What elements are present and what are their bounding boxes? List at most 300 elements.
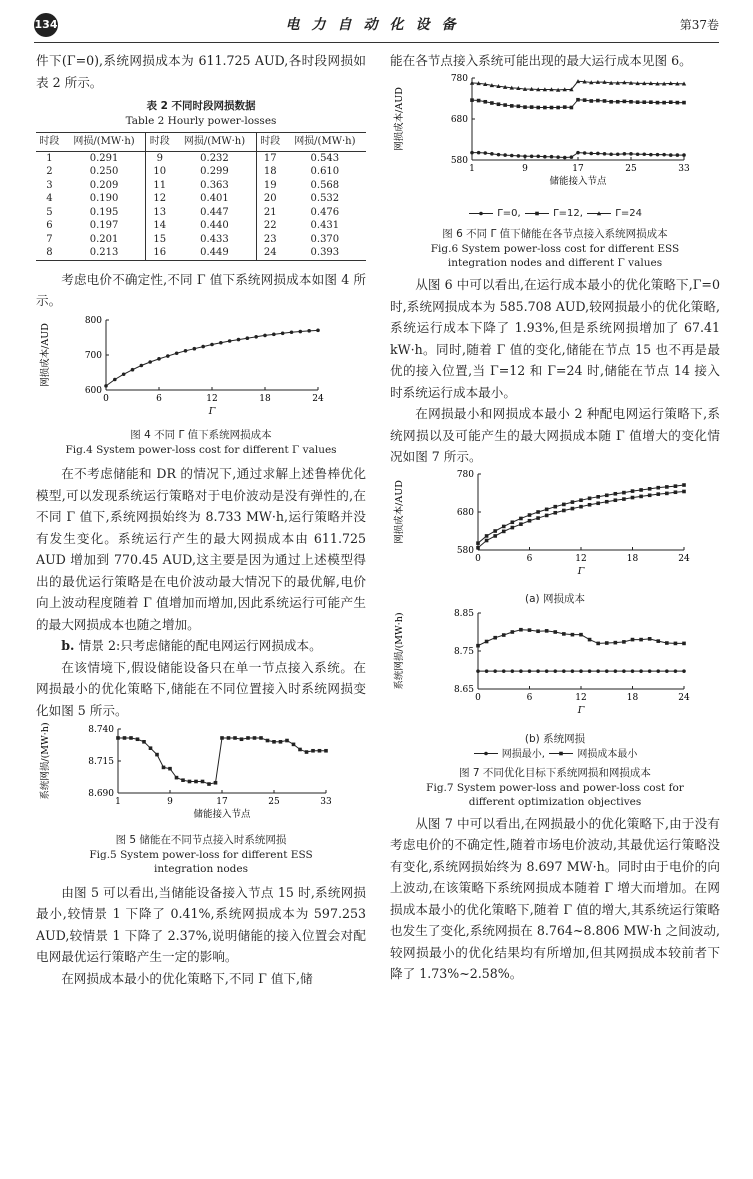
data-point [589,99,593,103]
x-tick-label: 24 [678,553,690,564]
data-point [502,529,506,533]
data-point [476,545,480,549]
x-tick-label: 18 [626,553,639,564]
data-point [483,151,487,155]
data-point [184,349,188,353]
table-cell: 22 [256,219,284,233]
volume-label: 第37卷 [679,18,719,32]
data-point [589,151,593,155]
data-point [662,100,666,104]
table-cell: 0.568 [310,179,340,191]
x-axis-label: Γ [577,565,585,577]
data-point [493,534,497,538]
table-cell: 19 [256,179,284,193]
series-line [478,485,684,543]
data-point [648,487,652,491]
legend-marker [586,209,612,218]
data-point [263,333,267,337]
x-tick-label: 17 [572,163,584,174]
x-tick-label: 18 [259,393,271,404]
data-point [553,504,557,508]
data-point [579,669,583,673]
data-point [502,669,506,673]
data-point [563,105,567,109]
table-row [36,165,366,179]
data-point [233,736,237,740]
x-axis-label: 储能接入节点 [193,809,251,820]
data-point [571,506,575,510]
paragraph: 在该情境下,假设储能设备只在单一节点接入系统。在网损最小的优化策略下,储能在不同位置接入时系统网损变化如图 5 所示。 [36,659,366,718]
y-tick-label: 700 [84,350,102,361]
fig7b-chart [390,607,720,725]
data-point [210,342,214,346]
data-point [603,99,607,103]
table-cell: 5 [46,206,53,218]
fig5-caption-zh: 图 5 储能在不同节点接入时系统网损 [115,833,287,846]
table-header-period: 时段 [36,133,63,152]
y-tick-label: 8.65 [453,685,474,695]
data-point [579,498,583,502]
table-cell: 0.447 [200,206,229,218]
table-row [36,179,366,193]
x-tick-label: 6 [526,553,533,564]
data-point [588,502,592,506]
x-tick-label: 25 [268,797,280,807]
data-point [220,736,224,740]
data-point [281,331,285,335]
table2-title-en: Table 2 Hourly power-losses [125,115,277,127]
data-point [576,97,580,101]
table-row [36,192,366,206]
table-cell: 13 [146,206,174,220]
data-point [149,746,153,750]
data-point [168,767,172,771]
x-tick-label: 9 [167,797,173,807]
data-point [596,669,600,673]
data-point [579,504,583,508]
data-point [493,669,497,673]
data-point [576,150,580,154]
data-point [562,502,566,506]
data-point [631,638,635,642]
x-tick-label: 6 [156,393,162,404]
x-tick-label: 24 [678,693,690,703]
data-point [623,99,627,103]
header-rule [34,42,719,43]
data-point [483,99,487,103]
table-cell: 0.201 [89,233,119,245]
x-axis-label: Γ [208,405,216,417]
data-point [629,152,633,156]
data-point [292,743,296,747]
data-point [536,510,540,514]
data-point [609,99,613,103]
data-point [631,669,635,673]
x-tick-label: 6 [526,693,533,703]
paragraph: 从图 7 中可以看出,在网损最小的优化策略下,由于没有考虑电价的不确定性,随着市场电价波动,其最优运行策略没有变化,系统网损始终为 8.697 MW·h。同时由于电价的向上波动,在该策略下系统网损成本随着 Γ 增大而增加。在网损成本最小的优化策略下,随着 Γ 值的增大,其系统运行策略也发生了变化,系统网损在 8.764~8.806 MW·h 之间波动,较网损最小的优化结果均有所增加,但其网损成本较前者下降了 1.73%~2.58%。 [390,815,720,981]
data-point [519,628,523,632]
x-axis-label: 储能接入节点 [549,175,607,187]
table-row [36,206,366,220]
data-point [614,669,618,673]
page-number: 134 [34,13,58,37]
data-point [123,736,127,740]
data-point [656,485,660,489]
table-cell: 16 [146,246,174,260]
data-point [290,330,294,334]
table-row [36,233,366,247]
fig4-chart [36,312,366,422]
paragraph: 在网损成本最小的优化策略下,不同 Γ 值下,储 [61,970,313,986]
table-cell: 0.532 [310,193,340,204]
data-point [588,669,592,673]
data-point [605,499,609,503]
data-point [536,629,540,633]
data-point [519,669,523,673]
table-header-period: 时段 [256,133,284,152]
data-point [503,103,507,107]
data-point [490,152,494,156]
data-point [298,748,302,752]
data-point [253,736,257,740]
x-tick-label: 0 [475,553,481,564]
data-point [556,155,560,159]
y-tick-label: 8.75 [453,647,474,657]
data-point [639,494,643,498]
legend-marker [548,749,574,758]
data-point [536,105,540,109]
x-tick-label: 12 [575,693,587,703]
data-point [649,100,653,104]
paragraph: 在网损最小和网损成本最小 2 种配电网运行策略下,系统网损以及可能产生的最大网损成本随 Γ 值增大的变化情况如图 7 所示。 [390,406,720,464]
y-tick-label: 8.715 [88,757,114,767]
data-point [629,99,633,103]
data-point [299,329,303,333]
data-point [510,153,514,157]
table-cell: 6 [46,220,53,231]
table2-title-zh: 表 2 不同时段网损数据 [146,100,256,112]
data-point [639,488,643,492]
data-point [545,507,549,511]
table-cell: 20 [256,192,284,206]
x-tick-label: 0 [103,393,109,404]
x-tick-label: 17 [216,797,228,807]
left-column [36,50,366,989]
data-point [648,637,652,641]
data-point [550,154,554,158]
data-point [511,669,515,673]
y-tick-label: 800 [84,315,102,326]
table-cell: 8 [36,246,63,260]
data-point [648,493,652,497]
data-point [545,629,549,633]
data-point [140,363,144,367]
legend-symbol [479,211,483,215]
data-point [682,642,686,646]
y-tick-label: 780 [450,73,468,84]
legend-label: 网损最小, [498,748,549,760]
data-point [570,105,574,109]
data-point [543,154,547,158]
data-point [639,638,643,642]
data-point [497,102,501,106]
data-point [166,354,170,358]
table-cell: 0.370 [310,233,340,245]
data-point [616,152,620,156]
table-cell: 23 [256,233,284,247]
y-tick-label: 580 [450,155,468,166]
x-tick-label: 9 [522,163,528,174]
data-point [497,152,501,156]
data-point [503,153,507,157]
data-point [614,498,618,502]
data-point [511,525,515,529]
data-point [193,346,197,350]
table-cell: 0.476 [310,206,340,218]
data-point [649,152,653,156]
page-header [0,0,753,40]
data-point [536,669,540,673]
data-point [246,736,250,740]
data-point [530,154,534,158]
data-point [609,152,613,156]
data-point [682,483,686,487]
fig5-caption-en: Fig.5 System power-loss for different ESS [89,848,313,861]
data-point [485,640,489,644]
data-point [528,518,532,522]
data-point [511,630,515,634]
data-point [155,753,159,757]
fig4-caption-zh: 图 4 不同 Γ 值下系统网损成本 [130,429,272,441]
table-cell: 0.449 [173,246,256,260]
data-point [596,495,600,499]
table-cell: 0.299 [200,166,229,177]
table-cell: 0.543 [310,152,340,164]
data-point [656,639,660,643]
data-point [596,98,600,102]
fig6-caption-zh: 图 6 不同 Γ 值下储能在各节点接入系统网损成本 [442,228,668,240]
y-tick-label: 680 [456,507,474,518]
data-point [674,484,678,488]
data-point [131,367,135,371]
data-point [682,153,686,157]
table-cell: 0.232 [200,152,229,164]
table-cell: 1 [46,152,53,164]
data-point [536,154,540,158]
data-point [553,510,557,514]
legend-marker [468,209,494,218]
data-point [682,100,686,104]
table-cell: 0.195 [89,206,119,218]
data-point [656,492,660,496]
item-text: 情景 2:只考虑储能的配电网运行网损成本。 [78,638,322,653]
data-point [665,641,669,645]
data-point [556,105,560,109]
data-point [116,736,120,740]
data-point [656,100,660,104]
data-point [622,497,626,501]
legend-symbol [559,752,563,756]
data-point [162,766,166,770]
fig7a-subcaption: (a) 网损成本 [525,593,585,605]
table-cell: 0.433 [200,233,229,245]
table-header-period: 时段 [146,133,174,152]
x-tick-label: 12 [575,553,587,564]
y-tick-label: 8.85 [453,609,474,619]
paragraph: 考虑电价不确定性,不同 Γ 值下系统网损成本如图 4 所示。 [36,271,366,308]
data-point [588,638,592,642]
data-point [616,99,620,103]
data-point [656,152,660,156]
y-axis-label: 网损成本/AUD [40,322,51,387]
data-point [175,351,179,355]
data-point [674,669,678,673]
table-cell: 0.431 [310,220,340,231]
fig7-legend [390,747,720,762]
data-point [470,98,474,102]
data-point [676,153,680,157]
data-point [476,644,480,648]
data-point [136,737,140,741]
fig7a-chart [390,468,720,586]
data-point [493,529,497,533]
x-tick-label: 1 [115,797,121,807]
data-point [324,749,328,753]
data-point [545,669,549,673]
journal-title: 电力自动化设备 [285,17,468,33]
paragraph [36,635,366,657]
table2 [36,132,366,261]
data-point [614,641,618,645]
series-line [478,630,684,646]
data-point [219,340,223,344]
item-marker: b. [61,638,79,653]
data-point [636,100,640,104]
data-point [148,360,152,364]
data-point [665,491,669,495]
data-point [528,513,532,517]
fig7-caption-en: Fig.7 System power-loss and power-loss cost for [426,781,684,794]
data-point [259,736,263,740]
data-point [523,154,527,158]
data-point [316,328,320,332]
data-point [477,98,481,102]
fig7-caption-en-2: different optimization objectives [468,795,642,808]
table-cell: 0.440 [200,220,229,231]
data-point [511,520,515,524]
data-point [571,669,575,673]
table-cell: 3 [46,179,53,191]
data-point [285,739,289,743]
data-point [662,152,666,156]
x-tick-label: 33 [678,163,690,174]
data-point [476,669,480,673]
data-point [201,344,205,348]
data-point [519,522,523,526]
table-cell: 0.209 [89,179,119,191]
data-point [536,516,540,520]
data-point [194,780,198,784]
x-axis-label: Γ [577,705,585,716]
data-point [470,150,474,154]
paragraph: 能在各节点接入系统可能出现的最大运行成本见图 6。 [390,53,692,68]
y-tick-label: 600 [84,385,102,396]
data-point [272,740,276,744]
data-point [596,501,600,505]
data-point [669,153,673,157]
data-point [605,641,609,645]
table-cell: 0.363 [200,179,229,191]
paragraph: 从图 6 中可以看出,在运行成本最小的优化策略下,Γ=0 时,系统网损成本为 585.708 AUD,较网损最小的优化策略,系统运行成本下降了 1.93%,但是系统网损增加了 67.41 kW·h。同时,随着 Γ 值的变化,储能在节点 15 也不再是最优的接入位置,当 Γ=12 和 Γ=24 时,储能在节点 14 接入时系统运行成本最小。 [390,277,720,400]
data-point [502,633,506,637]
data-point [201,780,205,784]
table-header-loss: 网损/(MW·h) [173,133,256,152]
data-point [622,640,626,644]
table-cell: 0.610 [310,166,340,177]
table-cell: 9 [146,151,174,165]
data-point [188,780,192,784]
data-point [563,155,567,159]
table-cell: 17 [256,151,284,165]
data-point [272,332,276,336]
table-cell: 0.197 [89,220,119,231]
y-tick-label: 8.740 [88,725,114,735]
table-row [36,219,366,233]
y-tick-label: 580 [456,545,474,556]
data-point [674,642,678,646]
data-point [562,669,566,673]
data-point [642,100,646,104]
data-point [266,739,270,743]
table-cell: 0.401 [200,193,229,204]
table-cell: 18 [256,165,284,179]
data-point [311,749,315,753]
data-point [510,104,514,108]
table-cell: 21 [256,206,284,220]
y-tick-label: 8.690 [88,789,114,799]
fig6-caption-en: Fig.6 System power-loss cost for different ESS [430,243,680,255]
data-point [530,105,534,109]
fig6-caption-en-2: integration nodes and different Γ values [447,257,663,269]
data-point [157,357,161,361]
data-point [318,749,322,753]
y-axis-label: 系统网损/(MW·h) [40,722,51,800]
legend-label: Γ=12, [549,208,587,219]
data-point [543,105,547,109]
table-cell: 7 [46,233,53,245]
table-cell: 10 [146,165,174,179]
data-point [279,740,283,744]
table-cell: 0.250 [89,166,119,177]
y-tick-label: 780 [456,469,474,480]
data-point [622,490,626,494]
data-point [550,105,554,109]
fig6-legend [390,206,720,221]
x-tick-label: 18 [626,693,639,703]
table-cell: 4 [46,193,53,204]
data-point [113,377,117,381]
data-point [485,538,489,542]
legend-symbol [535,211,539,215]
data-point [579,633,583,637]
data-point [517,104,521,108]
data-point [636,152,640,156]
data-point [104,384,108,388]
x-tick-label: 33 [320,797,332,807]
data-point [545,513,549,517]
y-axis-label: 网损成本/AUD [394,479,405,544]
data-point [639,669,643,673]
